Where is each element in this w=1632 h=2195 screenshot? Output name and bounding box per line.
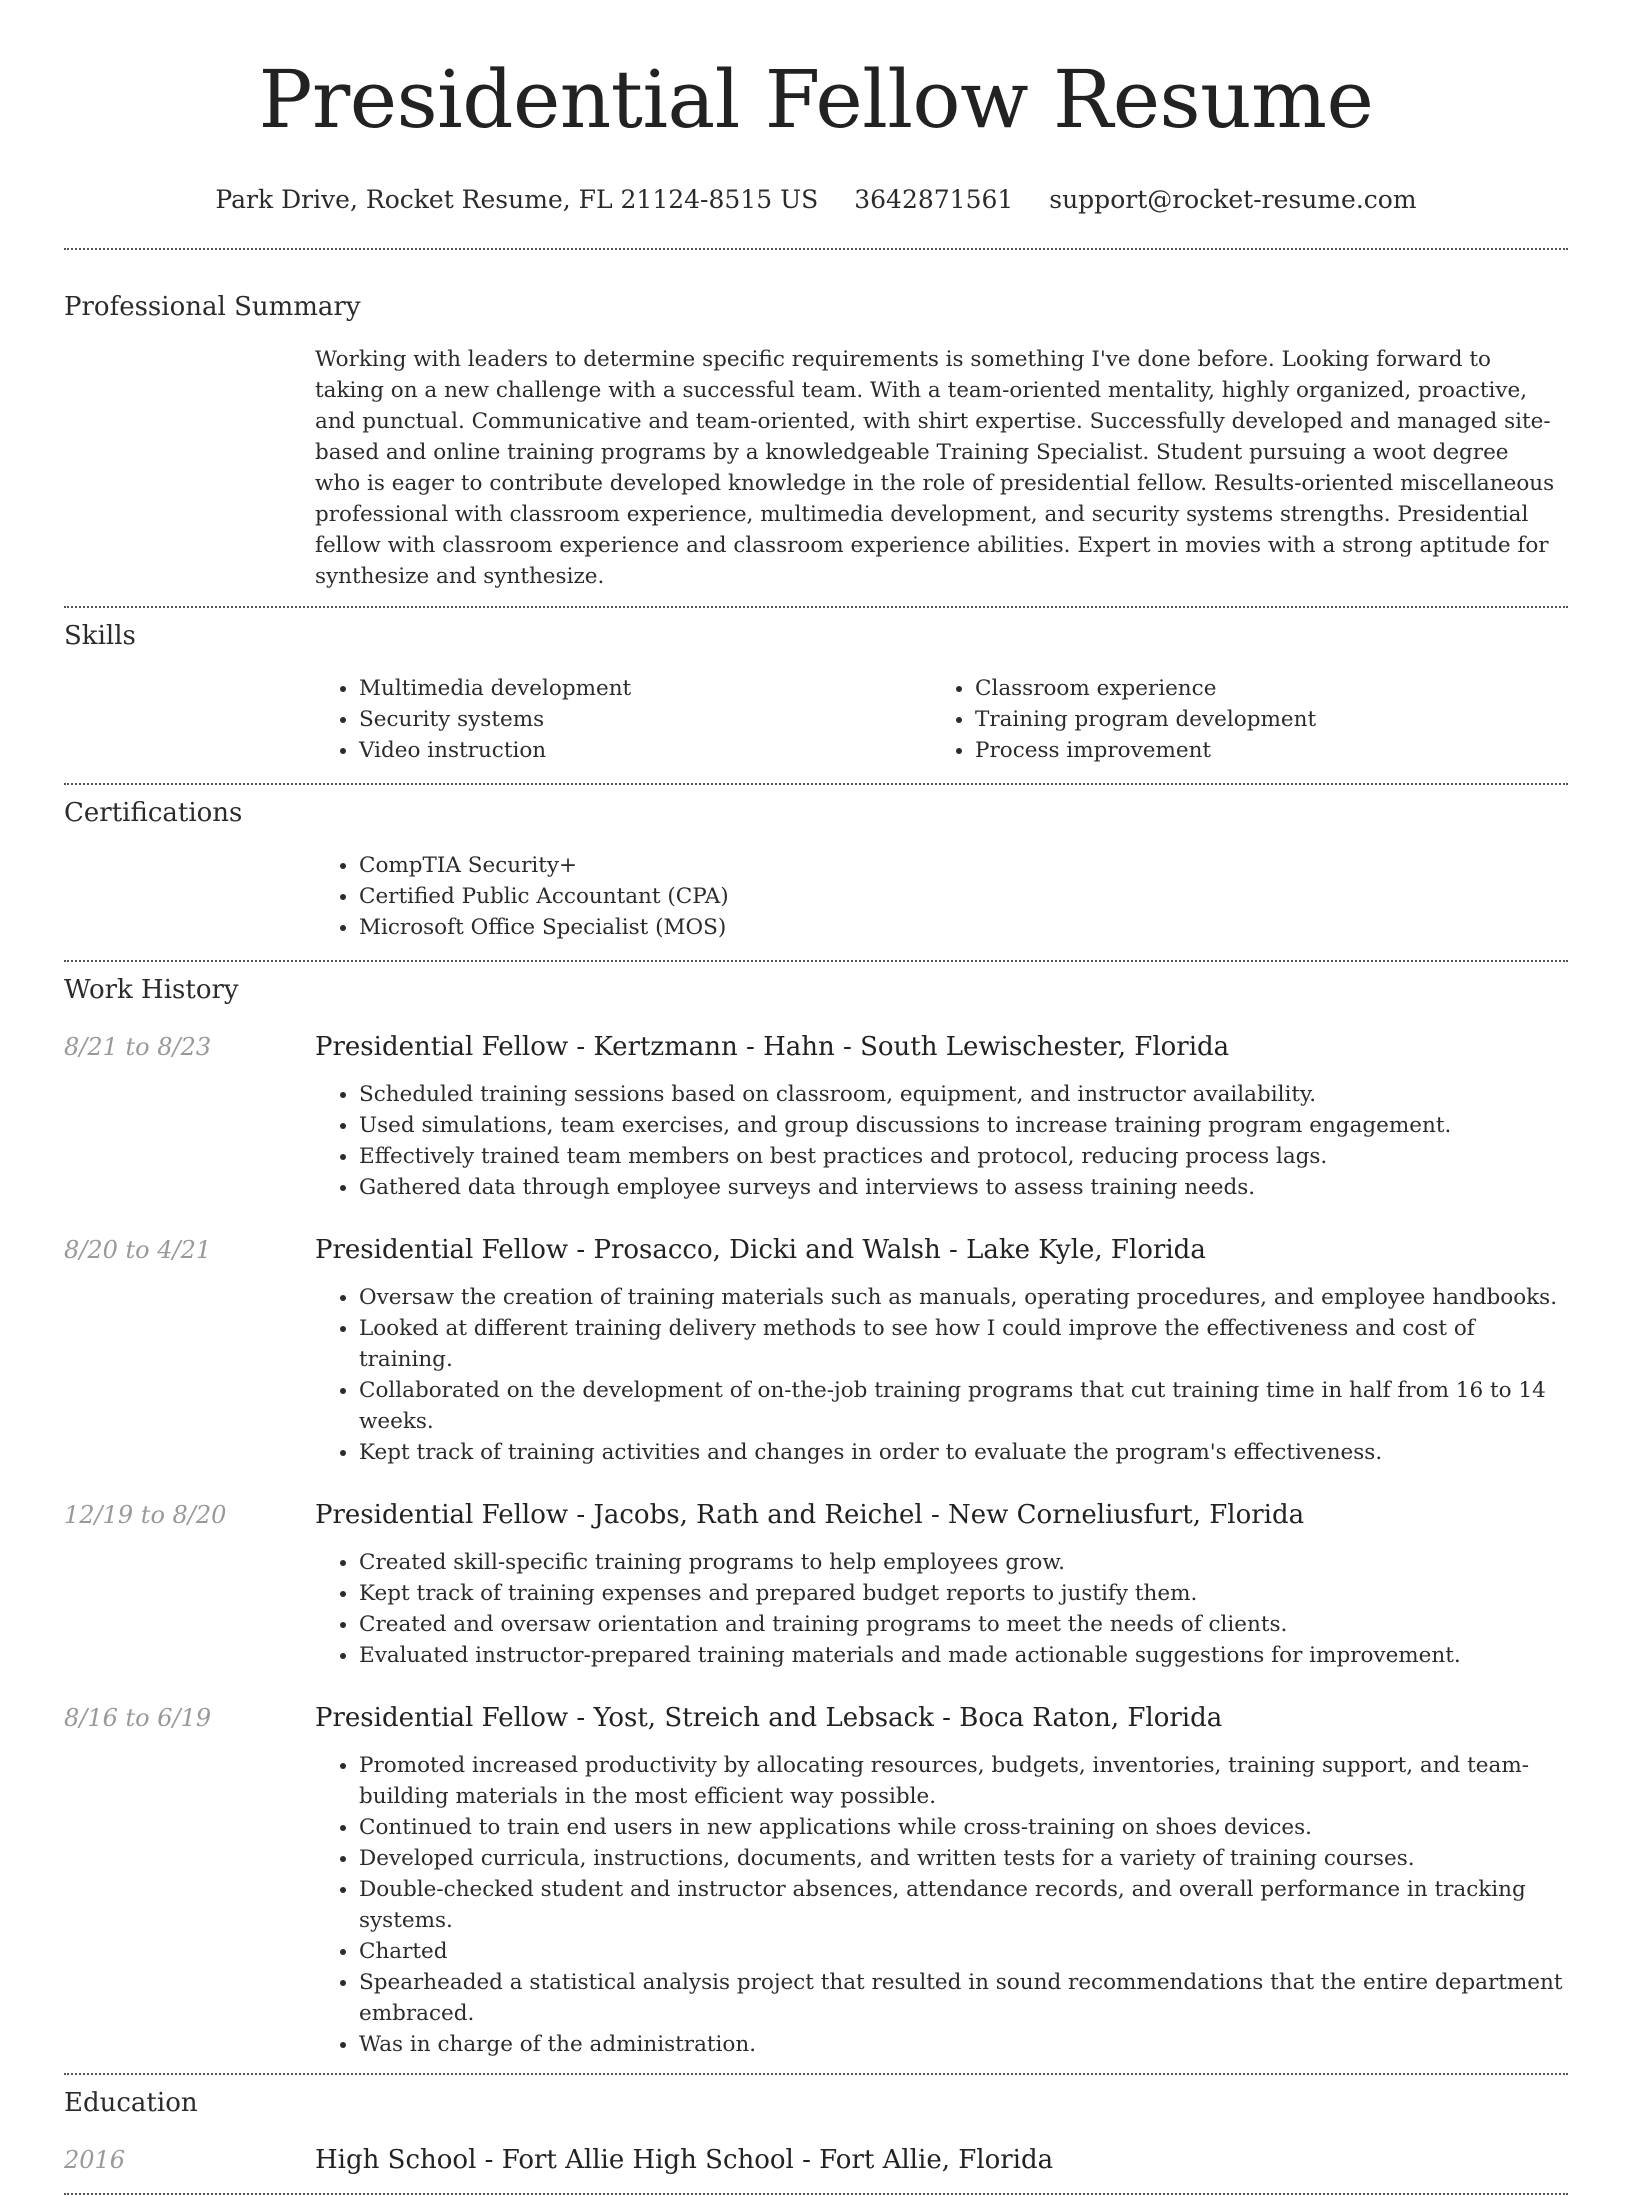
job-bullets: [315, 1547, 1565, 1671]
job-bullet: • Developed curricula, instructions, documents, and written tests for a variety of training courses.: [359, 1843, 1565, 1874]
job-bullet: • Was in charge of the administration.: [359, 2029, 1565, 2060]
certifications-heading: Certifications: [64, 798, 243, 828]
job-bullet: • Collaborated on the development of on-the-job training programs that cut training time in half from 16 to 14 weeks.: [359, 1375, 1565, 1437]
job-title: Presidential Fellow - Jacobs, Rath and Reichel - New Corneliusfurt, Florida: [315, 1500, 1305, 1530]
job-title: Presidential Fellow - Prosacco, Dicki and Walsh - Lake Kyle, Florida: [315, 1235, 1206, 1265]
summary-heading: Professional Summary: [64, 292, 361, 322]
divider: [64, 960, 1568, 962]
job-date: 8/20 to 4/21: [64, 1236, 212, 1264]
job-bullets: [315, 1750, 1565, 2060]
job-bullet: • Spearheaded a statistical analysis project that resulted in sound recommendations that the entire department embraced.: [359, 1967, 1565, 2029]
divider: [64, 2073, 1568, 2075]
skill-item: • Training program development: [975, 704, 1547, 735]
skill-item: • Video instruction: [359, 735, 931, 766]
job-bullet: • Created skill-specific training programs to help employees grow.: [359, 1547, 1565, 1578]
job-title: Presidential Fellow - Kertzmann - Hahn - South Lewischester, Florida: [315, 1032, 1230, 1062]
contact-email: support@rocket-resume.com: [1049, 185, 1417, 214]
job-bullet: • Created and oversaw orientation and training programs to meet the needs of clients.: [359, 1609, 1565, 1640]
education-title: High School - Fort Allie High School - Fort Allie, Florida: [315, 2145, 1054, 2175]
resume-title: Presidential Fellow Resume: [258, 53, 1374, 146]
job-bullet: • Evaluated instructor-prepared training materials and made actionable suggestions for improvement.: [359, 1640, 1565, 1671]
job-bullet: • Continued to train end users in new applications while cross-training on shoes devices.: [359, 1812, 1565, 1843]
job-bullets: [315, 1282, 1565, 1468]
job-date: 12/19 to 8/20: [64, 1501, 227, 1529]
education-date: 2016: [64, 2146, 126, 2174]
job-entry: [64, 1031, 1568, 1203]
job-bullet: • Kept track of training activities and changes in order to evaluate the program's effectiveness.: [359, 1437, 1565, 1468]
skill-item: • Classroom experience: [975, 673, 1547, 704]
skill-item: • Security systems: [359, 704, 931, 735]
job-date: 8/21 to 8/23: [64, 1033, 212, 1061]
job-entry: [64, 1499, 1568, 1671]
skills-column-right: [931, 673, 1547, 766]
contact-address: Park Drive, Rocket Resume, FL 21124-8515 US: [215, 185, 819, 214]
job-bullet: • Used simulations, team exercises, and group discussions to increase training program engagement.: [359, 1110, 1565, 1141]
skill-item: • Process improvement: [975, 735, 1547, 766]
job-bullet: • Gathered data through employee surveys and interviews to assess training needs.: [359, 1172, 1565, 1203]
certification-item: • Microsoft Office Specialist (MOS): [359, 912, 1568, 943]
job-bullet: • Kept track of training expenses and prepared budget reports to justify them.: [359, 1578, 1565, 1609]
education-entry: [64, 2144, 1568, 2176]
skills-column-left: [315, 673, 931, 766]
job-entry: [64, 1702, 1568, 2060]
contact-line: [64, 184, 1568, 216]
job-bullet: • Effectively trained team members on best practices and protocol, reducing process lags.: [359, 1141, 1565, 1172]
divider: [64, 248, 1568, 250]
job-bullets: [315, 1079, 1565, 1203]
job-bullet: • Charted: [359, 1936, 1565, 1967]
job-bullet: • Promoted increased productivity by allocating resources, budgets, inventories, training support, and team-building materials in the most efficient way possible.: [359, 1750, 1565, 1812]
divider: [64, 606, 1568, 608]
job-title: Presidential Fellow - Yost, Streich and Lebsack - Boca Raton, Florida: [315, 1703, 1223, 1733]
certifications-list: [315, 850, 1568, 943]
certification-item: • Certified Public Accountant (CPA): [359, 881, 1568, 912]
job-bullet: • Scheduled training sessions based on classroom, equipment, and instructor availability.: [359, 1079, 1565, 1110]
certification-item: • CompTIA Security+: [359, 850, 1568, 881]
summary-text: Working with leaders to determine specific requirements is something I've done before. Looking forward to taking on a new challenge with a successful team. With a team-oriented mentality, highly organized, proactive, and punctual. Communicative and team-oriented, with shirt expertise. Successfully developed and managed site-based and online training programs by a knowledgeable Training Specialist. Student pursuing a woot degree who is eager to contribute developed knowledge in the role of presidential fellow. Results-oriented miscellaneous professional with classroom experience, multimedia development, and security systems strengths. Presidential fellow with classroom experience and classroom experience abilities. Expert in movies with a strong aptitude for synthesize and synthesize.: [315, 347, 1555, 589]
contact-phone: 3642871561: [854, 185, 1014, 214]
resume-page: [64, 0, 1568, 2195]
education-heading: Education: [64, 2088, 198, 2118]
job-date: 8/16 to 6/19: [64, 1704, 212, 1732]
skill-item: • Multimedia development: [359, 673, 931, 704]
job-bullet: • Looked at different training delivery methods to see how I could improve the effectiveness and cost of training.: [359, 1313, 1565, 1375]
skills-heading: Skills: [64, 621, 136, 651]
job-bullet: • Double-checked student and instructor absences, attendance records, and overall performance in tracking systems.: [359, 1874, 1565, 1936]
skills-list: [315, 673, 1555, 766]
job-entry: [64, 1234, 1568, 1468]
work-history-heading: Work History: [64, 975, 239, 1005]
job-bullet: • Oversaw the creation of training materials such as manuals, operating procedures, and employee handbooks.: [359, 1282, 1565, 1313]
divider: [64, 783, 1568, 785]
